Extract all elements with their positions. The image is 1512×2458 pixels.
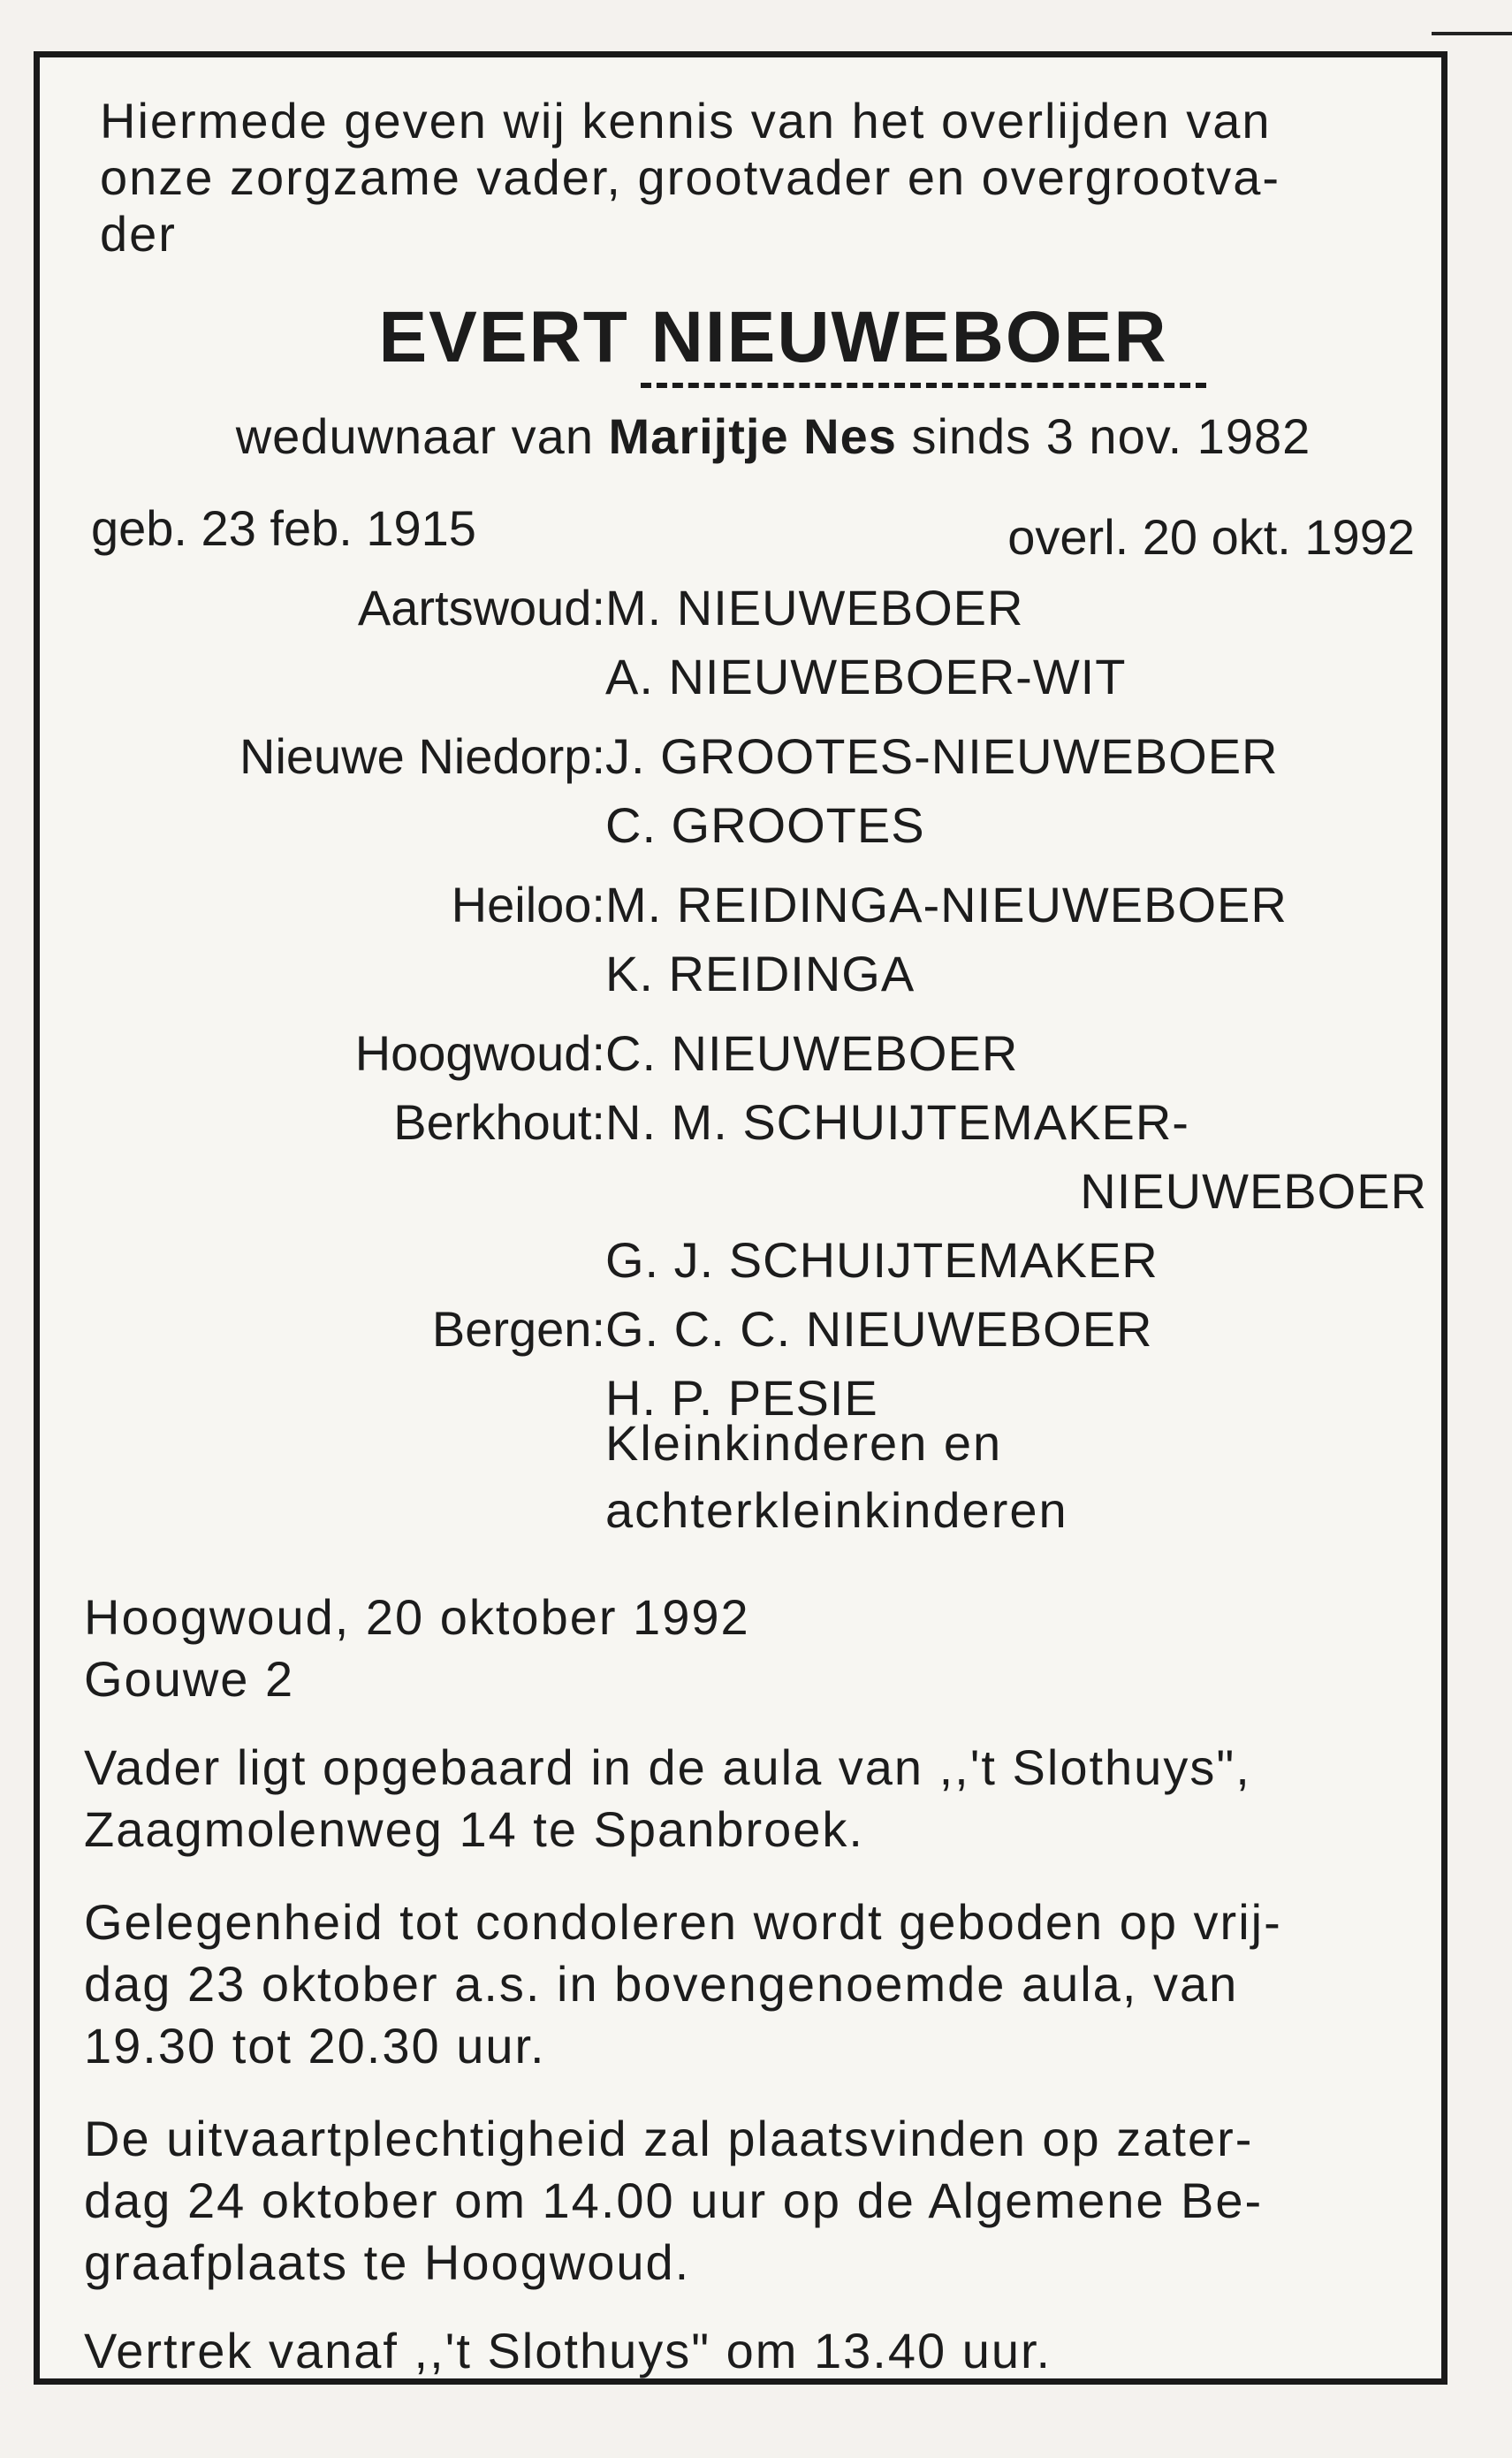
family-person: G. J. SCHUIJTEMAKER (605, 1232, 1159, 1288)
family-row (40, 876, 1454, 945)
family-person: H. P. PESIE (605, 1370, 878, 1426)
family-row (40, 1024, 1454, 1093)
family-row (40, 1093, 1454, 1162)
paragraph-departure (84, 2320, 1445, 2382)
intro-text (100, 93, 1461, 263)
family-person: A. NIEUWEBOER-WIT (605, 649, 1127, 704)
death-date: overl. 20 okt. 1992 (1007, 509, 1415, 565)
paragraph-line: dag 24 oktober om 14.00 uur op de Algemene Be- (84, 2173, 1264, 2228)
widower-prefix: weduwnaar van (235, 408, 594, 464)
family-list (40, 579, 1454, 1438)
paragraph-viewing (84, 1737, 1445, 1861)
family-person: C. GROOTES (605, 797, 925, 853)
name-underline (641, 383, 1206, 388)
family-place: Heiloo: (451, 877, 605, 932)
family-row (40, 796, 1454, 865)
deceased-name: EVERT NIEUWEBOER (378, 297, 1168, 377)
widower-line (40, 407, 1454, 465)
paragraph-condolence (84, 1891, 1445, 2077)
grandchildren-line: achterkleinkinderen (605, 1482, 1068, 1538)
address-line: Gouwe 2 (84, 1651, 295, 1707)
paragraph-line: 19.30 tot 20.30 uur. (84, 2018, 546, 2074)
family-row (40, 1231, 1454, 1300)
family-place: Nieuwe Niedorp: (239, 728, 605, 784)
address-line: Hoogwoud, 20 oktober 1992 (84, 1589, 750, 1645)
birth-date: geb. 23 feb. 1915 (91, 500, 476, 556)
paragraph-line: Gelegenheid tot condoleren wordt geboden op vrij- (84, 1894, 1282, 1950)
family-person: N. M. SCHUIJTEMAKER- (605, 1094, 1189, 1150)
grandchildren (605, 1410, 1068, 1544)
top-right-rule (1432, 32, 1512, 35)
paragraph-line: Zaagmolenweg 14 te Spanbroek. (84, 1801, 864, 1857)
address-block (84, 1587, 1445, 1710)
family-row (40, 945, 1454, 1014)
family-row (40, 1300, 1454, 1369)
spouse-name: Marijtje Nes (608, 408, 897, 464)
paragraph-line: graafplaats te Hoogwoud. (84, 2234, 691, 2290)
family-person: G. C. C. NIEUWEBOER (605, 1301, 1153, 1357)
paragraph-funeral (84, 2108, 1445, 2294)
family-row (40, 1162, 1454, 1231)
paragraph-line: De uitvaartplechtigheid zal plaatsvinden op zater- (84, 2111, 1254, 2166)
intro-line: Hiermede geven wij kennis van het overlijden van (100, 93, 1272, 148)
widower-suffix: sinds 3 nov. 1982 (911, 408, 1311, 464)
family-person: K. REIDINGA (605, 946, 916, 1001)
intro-line: der (100, 206, 177, 262)
family-person: C. NIEUWEBOER (605, 1025, 1019, 1081)
paragraph-line: Vertrek vanaf ,,'t Slothuys" om 13.40 uur. (84, 2323, 1052, 2378)
family-person: J. GROOTES-NIEUWEBOER (605, 728, 1279, 784)
family-row (40, 579, 1454, 648)
intro-line: onze zorgzame vader, grootvader en overgrootva- (100, 149, 1281, 205)
family-place: Hoogwoud: (354, 1025, 605, 1081)
family-person: NIEUWEBOER (1080, 1163, 1427, 1219)
family-person: M. NIEUWEBOER (605, 580, 1024, 635)
family-row (40, 727, 1454, 796)
family-place: Aartswoud: (357, 580, 605, 635)
family-place: Berkhout: (393, 1094, 605, 1150)
family-person: M. REIDINGA-NIEUWEBOER (605, 877, 1288, 932)
death-notice-card (34, 51, 1447, 2385)
paragraph-line: Vader ligt opgebaard in de aula van ,,'t Slothuys", (84, 1739, 1251, 1795)
paragraph-line: dag 23 oktober a.s. in bovengenoemde aula, van (84, 1956, 1239, 2012)
grandchildren-line: Kleinkinderen en (605, 1415, 1003, 1471)
family-row (40, 648, 1454, 717)
family-place: Bergen: (431, 1301, 605, 1357)
